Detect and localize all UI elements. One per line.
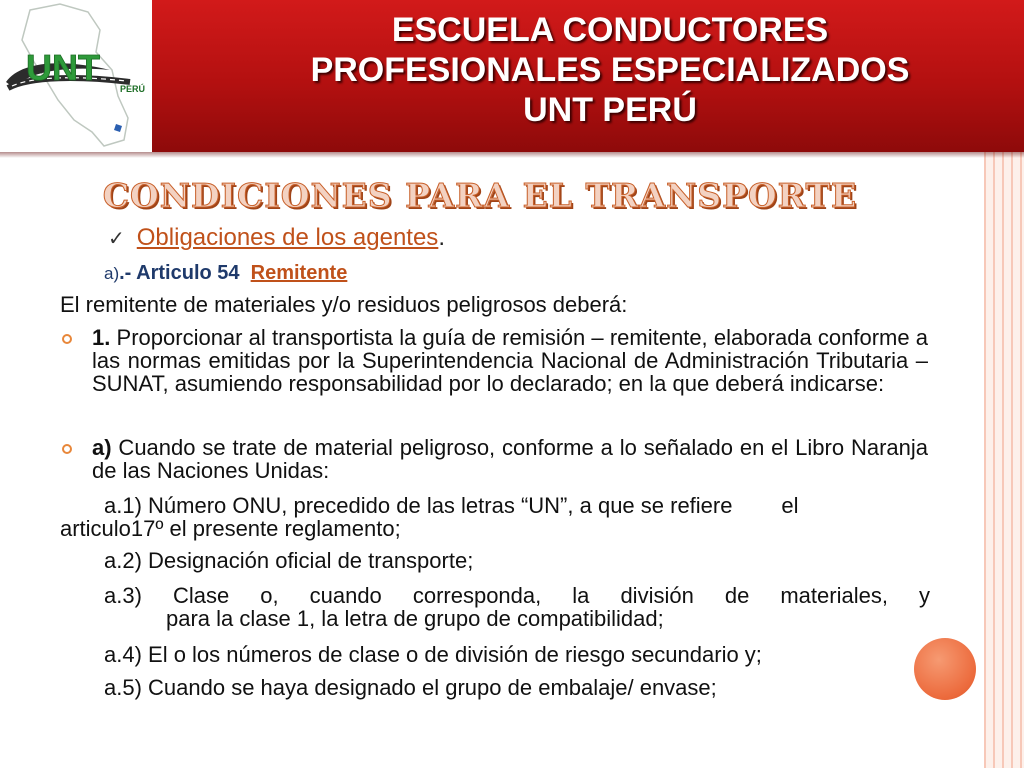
title-line-1: ESCUELA CONDUCTORES: [391, 11, 829, 49]
item-a2: a.2) Designación oficial de transporte;: [104, 548, 474, 573]
bullet-text: [92, 326, 928, 395]
intro-text: El remitente de materiales y/o residuos peligrosos deberá:: [60, 292, 628, 317]
article-heading: [104, 262, 347, 285]
article-text: .- Articulo 54: [119, 262, 251, 284]
checklist-item: [108, 224, 445, 252]
bullet-number: 1.: [92, 325, 111, 350]
remitente-link[interactable]: Remitente: [250, 262, 348, 284]
logo-text: UNT: [26, 47, 100, 88]
section-title: CONDICIONES PARA EL TRANSPORTE: [102, 176, 858, 215]
bullet-icon: [62, 334, 72, 344]
item-a4: a.4) El o los números de clase o de división de riesgo secundario y;: [104, 642, 762, 667]
title-line-2: PROFESIONALES ESPECIALIZADOS: [310, 51, 910, 89]
item-a1-line-1: a.1) Número ONU, precedido de las letras “UN”, a que se refiere el: [104, 493, 799, 518]
obligations-link[interactable]: Obligaciones de los agentes: [136, 224, 439, 251]
article-prefix: a): [104, 264, 120, 283]
decorative-circle: [914, 638, 976, 700]
title-line-3: UNT PERÚ: [523, 91, 697, 129]
school-logo: [0, 0, 152, 152]
bullet-icon: [62, 444, 72, 454]
checkmark-icon: ✓: [108, 226, 125, 250]
header-shadow: [0, 152, 1024, 158]
bullet-body: Cuando se trate de material peligroso, conforme a lo señalado en el Libro Naranja de las Naciones Unidas:: [92, 435, 928, 483]
item-a5: a.5) Cuando se haya designado el grupo de embalaje/ envase;: [104, 675, 717, 700]
bullet-text: [92, 436, 928, 482]
logo-subtext: PERÚ: [120, 84, 146, 94]
bullet-body: Proporcionar al transportista la guía de remisión – remitente, elaborada conforme a las normas emitidas por la Superintendencia Nacional de Administración Tributaria – SUNAT, asumiendo responsabilidad por lo declarado; en la que deberá indicarse:: [92, 325, 928, 396]
page-title: [210, 10, 1010, 130]
item-a3-line-2: para la clase 1, la letra de grupo de compatibilidad;: [166, 606, 664, 631]
item-a1-line-2: articulo17º el presente reglamento;: [60, 516, 401, 541]
check-suffix: .: [438, 224, 445, 251]
item-a3-line-1: a.3) Clase o, cuando corresponda, la división de materiales, y: [104, 583, 930, 608]
bullet-number: a): [92, 435, 112, 460]
